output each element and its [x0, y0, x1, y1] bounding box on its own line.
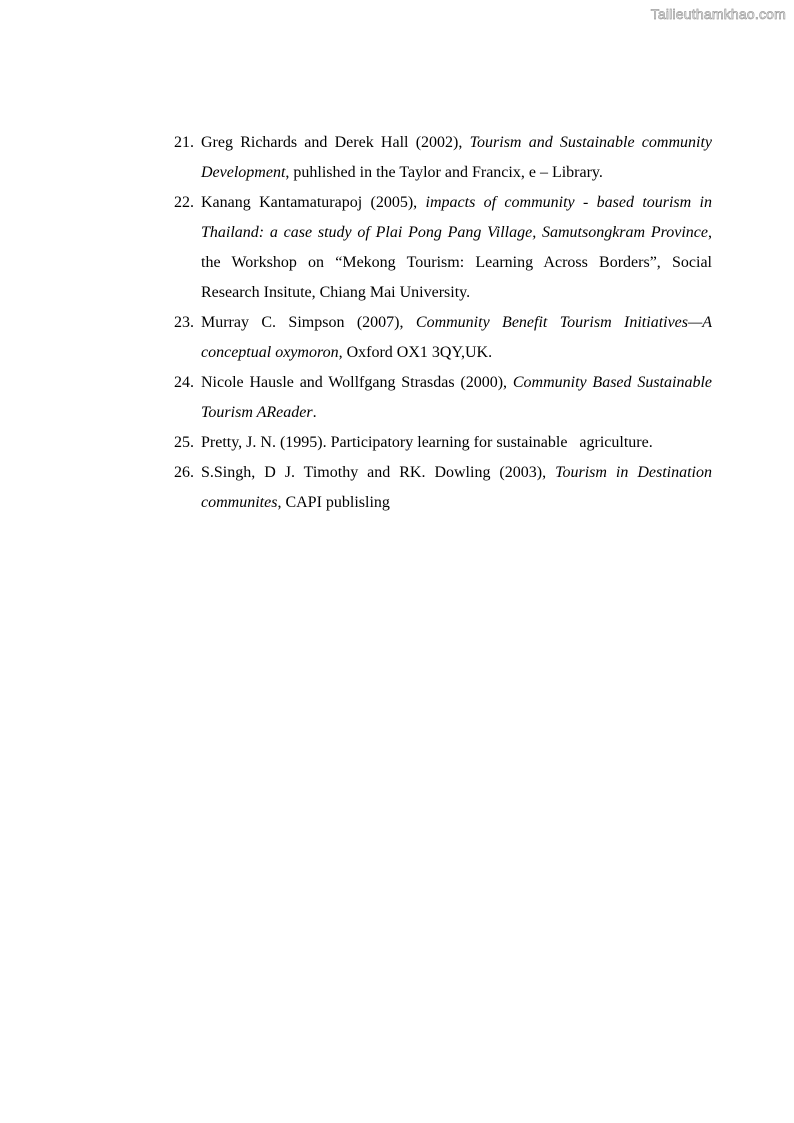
- reference-item: [174, 128, 712, 188]
- reference-authors: Nicole Hausle and Wollfgang Strasdas (2000),: [201, 374, 513, 391]
- reference-publisher: , the Workshop on “Mekong Tourism: Learning Across Borders”, Social Research Insitute, Chiang Mai University.: [201, 224, 712, 301]
- reference-text: [201, 374, 712, 421]
- reference-publisher: , CAPI publisling: [277, 494, 390, 511]
- reference-number: 23.: [174, 314, 194, 331]
- reference-text: [201, 194, 712, 301]
- reference-publisher: Oxford OX1 3QY,UK.: [342, 344, 493, 361]
- reference-authors: Kanang Kantamaturapoj (2005),: [201, 194, 426, 211]
- reference-item: [174, 428, 712, 458]
- reference-publisher: , puhlished in the Taylor and Francix, e – Library.: [285, 164, 603, 181]
- reference-publisher: .: [312, 404, 317, 421]
- reference-authors: Murray C. Simpson (2007),: [201, 314, 416, 331]
- reference-number: 21.: [174, 134, 194, 151]
- reference-item: [174, 458, 712, 518]
- reference-title: Tourism in Destination communites: [201, 464, 713, 511]
- watermark-text: Tailieuthamkhao.com: [650, 6, 786, 22]
- reference-item: [174, 308, 712, 368]
- reference-text: [201, 314, 712, 361]
- reference-title: Community Based Sustainable Tourism AReader: [201, 374, 712, 421]
- reference-authors: S.Singh, D J. Timothy and RK. Dowling (2003),: [201, 464, 556, 481]
- reference-text: [201, 134, 712, 181]
- reference-title: impacts of community - based tourism in Thailand: a case study of Plai Pong Pang Village, Samutsongkram Province: [201, 194, 712, 241]
- reference-list: [174, 128, 712, 518]
- reference-authors: Greg Richards and Derek Hall (2002),: [201, 134, 470, 151]
- reference-authors: Pretty, J. N. (1995). Participatory learning for sustainable agriculture.: [201, 434, 653, 451]
- reference-number: 26.: [174, 464, 194, 481]
- reference-text: [201, 434, 653, 451]
- reference-title: Community Benefit Tourism Initiatives—A conceptual oxymoron,: [201, 314, 713, 361]
- reference-title: Tourism and Sustainable community Development: [201, 134, 713, 181]
- reference-item: [174, 368, 712, 428]
- reference-number: 25.: [174, 434, 194, 451]
- reference-text: [201, 464, 712, 511]
- reference-number: 24.: [174, 374, 194, 391]
- reference-number: 22.: [174, 194, 194, 211]
- reference-item: [174, 188, 712, 308]
